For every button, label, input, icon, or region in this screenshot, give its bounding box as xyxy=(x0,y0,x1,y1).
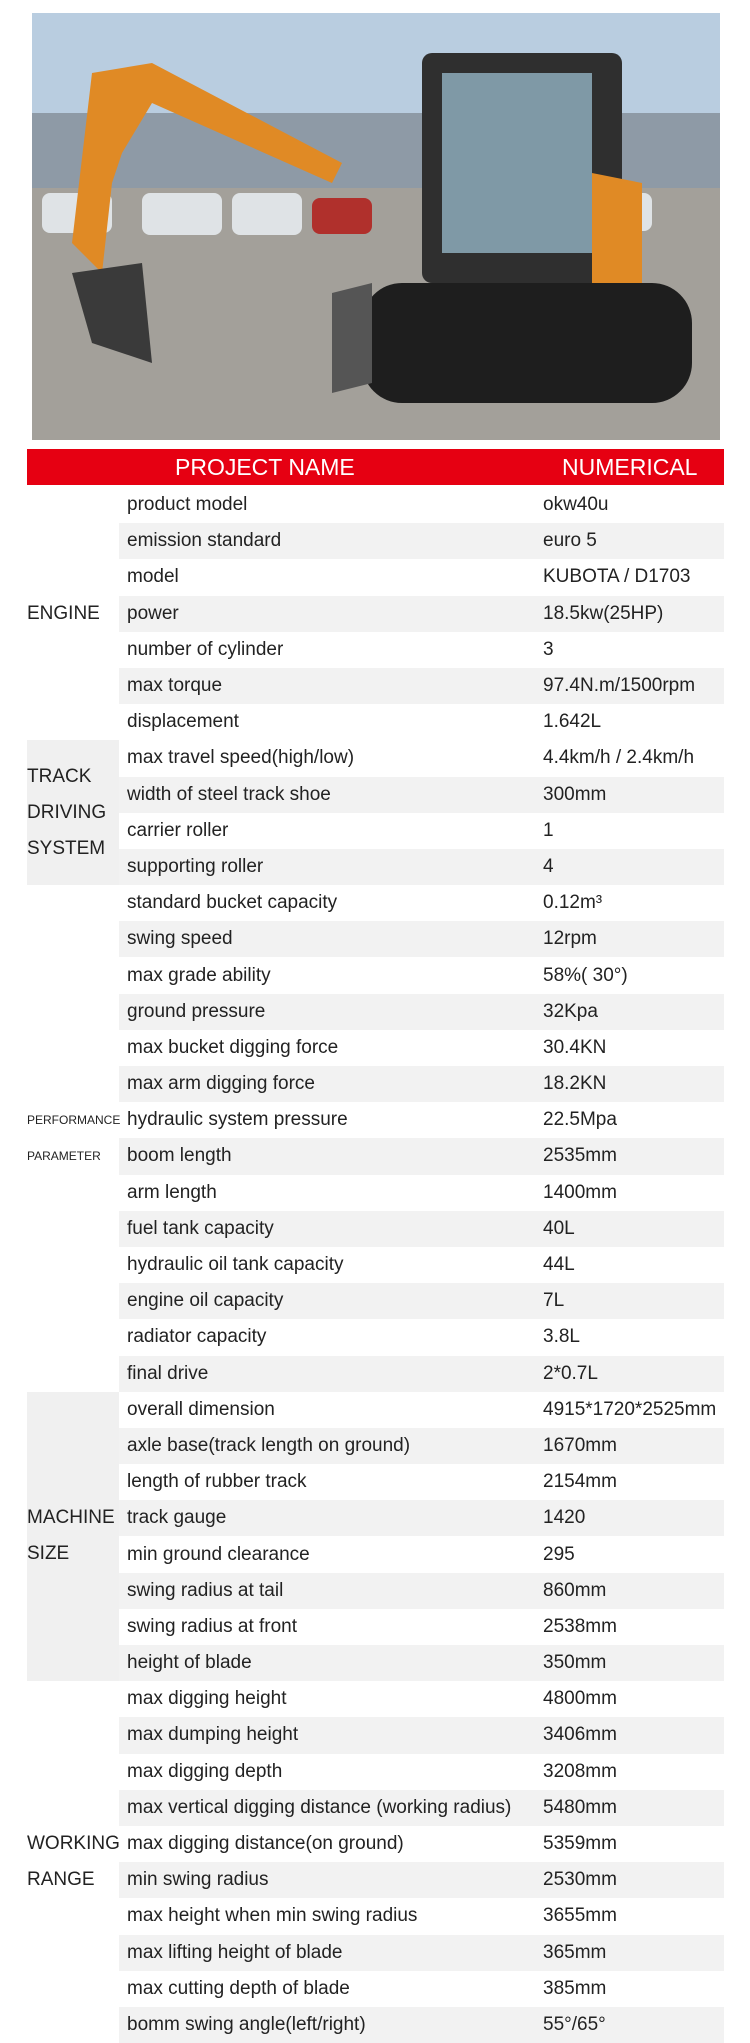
category-text: MACHINE SIZE xyxy=(27,1507,115,1565)
spec-row xyxy=(119,1319,724,1355)
spec-param: height of blade xyxy=(127,1652,252,1674)
spec-value: 55°/65° xyxy=(543,2013,606,2035)
spec-value: 295 xyxy=(543,1543,575,1565)
spec-row xyxy=(119,523,724,559)
spec-param: arm length xyxy=(127,1181,217,1203)
spec-param: max height when min swing radius xyxy=(127,1905,418,1927)
spec-value: 22.5Mpa xyxy=(543,1109,617,1131)
spec-value: 7L xyxy=(543,1290,565,1312)
spec-value: 44L xyxy=(543,1254,575,1276)
spec-param: max travel speed(high/low) xyxy=(127,747,355,769)
spec-value: euro 5 xyxy=(543,530,597,552)
spec-row xyxy=(119,1717,724,1753)
spec-row xyxy=(119,1500,724,1536)
spec-row xyxy=(119,849,724,885)
spec-param: product model xyxy=(127,494,248,516)
spec-value: 2154mm xyxy=(543,1471,617,1493)
spec-value: 0.12m³ xyxy=(543,892,603,914)
spec-param: engine oil capacity xyxy=(127,1290,284,1312)
spec-row xyxy=(119,1464,724,1500)
spec-row xyxy=(119,1935,724,1971)
spec-param: bomm swing angle(left/right) xyxy=(127,2013,366,2035)
table-header xyxy=(27,449,724,485)
spec-value: 3406mm xyxy=(543,1724,617,1746)
spec-row xyxy=(119,704,724,740)
spec-param: max dumping height xyxy=(127,1724,299,1746)
spec-param: boom length xyxy=(127,1145,232,1167)
spec-value: 365mm xyxy=(543,1941,607,1963)
spec-param: hydraulic system pressure xyxy=(127,1109,348,1131)
spec-value: 1420 xyxy=(543,1507,586,1529)
spec-value: 58%( 30°) xyxy=(543,964,628,986)
spec-value: 2538mm xyxy=(543,1615,617,1637)
spec-value: 2*0.7L xyxy=(543,1362,598,1384)
category-text: WORKING RANGE xyxy=(27,1833,120,1891)
spec-param: length of rubber track xyxy=(127,1471,307,1493)
spec-param: max grade ability xyxy=(127,964,271,986)
spec-value: 40L xyxy=(543,1217,575,1239)
spec-param: model xyxy=(127,566,179,588)
spec-value: okw40u xyxy=(543,494,609,516)
spec-row xyxy=(119,1790,724,1826)
spec-param: max torque xyxy=(127,675,223,697)
spec-group xyxy=(27,1681,724,2043)
spec-param: power xyxy=(127,602,179,624)
spec-param: max bucket digging force xyxy=(127,1036,339,1058)
spec-param: number of cylinder xyxy=(127,638,284,660)
spec-row xyxy=(119,559,724,595)
spec-row xyxy=(119,1428,724,1464)
spec-param: supporting roller xyxy=(127,855,264,877)
excavator-photo xyxy=(32,13,720,440)
spec-row xyxy=(119,2007,724,2043)
spec-value: 4800mm xyxy=(543,1688,617,1710)
spec-row xyxy=(119,1211,724,1247)
spec-row xyxy=(119,668,724,704)
spec-param: max arm digging force xyxy=(127,1073,315,1095)
category-text: ENGINE xyxy=(27,602,100,624)
spec-value: 4 xyxy=(543,855,554,877)
spec-param: swing radius at front xyxy=(127,1615,298,1637)
spec-param: displacement xyxy=(127,711,239,733)
spec-param: max vertical digging distance (working radius) xyxy=(127,1796,512,1818)
spec-row xyxy=(119,777,724,813)
category-label xyxy=(27,1392,119,1682)
spec-row xyxy=(119,596,724,632)
header-numerical: NUMERICAL xyxy=(562,453,698,480)
spec-value: 5480mm xyxy=(543,1796,617,1818)
spec-value: 5359mm xyxy=(543,1833,617,1855)
spec-row xyxy=(119,1392,724,1428)
spec-value: 12rpm xyxy=(543,928,597,950)
spec-param: max lifting height of blade xyxy=(127,1941,343,1963)
spec-row xyxy=(119,1681,724,1717)
spec-param: final drive xyxy=(127,1362,209,1384)
spec-param: max cutting depth of blade xyxy=(127,1977,350,1999)
spec-group xyxy=(27,740,724,885)
spec-value: 1400mm xyxy=(543,1181,617,1203)
spec-param: max digging height xyxy=(127,1688,287,1710)
spec-value: 3208mm xyxy=(543,1760,617,1782)
spec-value: KUBOTA / D1703 xyxy=(543,566,691,588)
spec-row xyxy=(119,921,724,957)
spec-value: 3.8L xyxy=(543,1326,580,1348)
spec-row xyxy=(119,1826,724,1862)
spec-row xyxy=(119,1971,724,2007)
spec-row xyxy=(119,994,724,1030)
spec-row xyxy=(119,1645,724,1681)
spec-value: 350mm xyxy=(543,1652,607,1674)
spec-value: 18.5kw(25HP) xyxy=(543,602,664,624)
spec-param: min ground clearance xyxy=(127,1543,310,1565)
spec-row xyxy=(119,1247,724,1283)
spec-param: min swing radius xyxy=(127,1869,269,1891)
spec-value: 2530mm xyxy=(543,1869,617,1891)
spec-value: 30.4KN xyxy=(543,1036,607,1058)
spec-row xyxy=(119,1102,724,1138)
spec-value: 3655mm xyxy=(543,1905,617,1927)
spec-param: swing speed xyxy=(127,928,233,950)
category-label xyxy=(27,487,119,740)
category-text: TRACK DRIVING SYSTEM xyxy=(27,765,107,859)
header-project-name: PROJECT NAME xyxy=(175,453,355,480)
spec-value: 32Kpa xyxy=(543,1000,598,1022)
spec-param: max digging distance(on ground) xyxy=(127,1833,404,1855)
spec-row xyxy=(119,487,724,523)
spec-value: 1.642L xyxy=(543,711,602,733)
spec-param: overall dimension xyxy=(127,1398,275,1420)
category-label xyxy=(27,1681,119,2043)
spec-param: swing radius at tail xyxy=(127,1579,284,1601)
spec-row xyxy=(119,1138,724,1174)
spec-param: hydraulic oil tank capacity xyxy=(127,1254,344,1276)
spec-param: radiator capacity xyxy=(127,1326,267,1348)
spec-group xyxy=(27,1392,724,1682)
spec-value: 1 xyxy=(543,819,554,841)
spec-value: 300mm xyxy=(543,783,607,805)
spec-value: 2535mm xyxy=(543,1145,617,1167)
spec-param: standard bucket capacity xyxy=(127,892,338,914)
spec-table xyxy=(27,487,724,2043)
spec-value: 1670mm xyxy=(543,1434,617,1456)
spec-param: carrier roller xyxy=(127,819,229,841)
spec-row xyxy=(119,1175,724,1211)
spec-row xyxy=(119,957,724,993)
spec-row xyxy=(119,1066,724,1102)
spec-value: 3 xyxy=(543,638,554,660)
spec-row xyxy=(119,885,724,921)
spec-row xyxy=(119,1754,724,1790)
spec-param: axle base(track length on ground) xyxy=(127,1434,411,1456)
spec-row xyxy=(119,740,724,776)
spec-param: track gauge xyxy=(127,1507,227,1529)
spec-param: width of steel track shoe xyxy=(127,783,331,805)
spec-group xyxy=(27,885,724,1392)
spec-value: 97.4N.m/1500rpm xyxy=(543,675,696,697)
spec-row xyxy=(119,632,724,668)
spec-value: 4915*1720*2525mm xyxy=(543,1398,717,1420)
spec-row xyxy=(119,1898,724,1934)
spec-value: 18.2KN xyxy=(543,1073,607,1095)
spec-row xyxy=(119,1356,724,1392)
category-label xyxy=(27,885,119,1392)
spec-row xyxy=(119,1862,724,1898)
spec-row xyxy=(119,1536,724,1572)
spec-param: max digging depth xyxy=(127,1760,283,1782)
spec-value: 860mm xyxy=(543,1579,607,1601)
spec-row xyxy=(119,813,724,849)
spec-value: 4.4km/h / 2.4km/h xyxy=(543,747,695,769)
spec-param: emission standard xyxy=(127,530,282,552)
spec-param: fuel tank capacity xyxy=(127,1217,274,1239)
spec-row xyxy=(119,1609,724,1645)
category-label xyxy=(27,740,119,885)
spec-group xyxy=(27,487,724,740)
spec-param: ground pressure xyxy=(127,1000,266,1022)
category-text: PERFORMANCE PARAMETER xyxy=(27,1113,121,1164)
spec-row xyxy=(119,1030,724,1066)
spec-row xyxy=(119,1573,724,1609)
spec-row xyxy=(119,1283,724,1319)
spec-value: 385mm xyxy=(543,1977,607,1999)
